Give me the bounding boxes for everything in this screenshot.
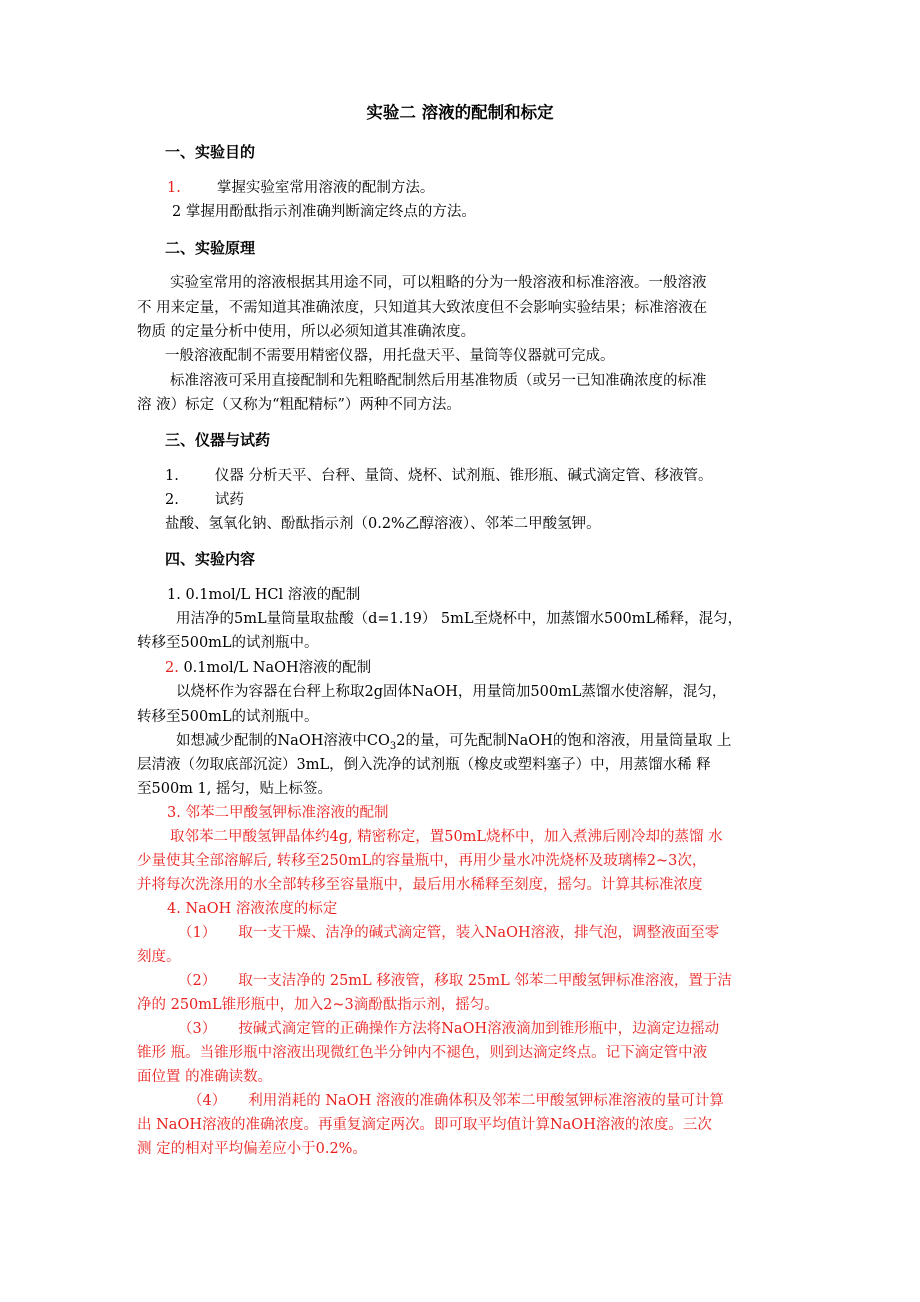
instruments-item-2-number: 2. <box>165 492 179 508</box>
content-hcl-line2: 转移至500mL的试剂瓶中。 <box>137 635 319 651</box>
purpose-item-2: 2 掌握用酚酞指示剂准确判断滴定终点的方法。 <box>172 204 476 220</box>
step-1-line2: 刻度。 <box>137 949 181 965</box>
instruments-item-1-text: 仪器 分析天平、台秤、量筒、烧杯、试剂瓶、锥形瓶、碱式滴定管、移液管。 <box>214 468 713 484</box>
section-heading-content: 四、实验内容 <box>165 550 256 568</box>
step-4-text: 利用消耗的 NaOH 溶液的准确体积及邻苯二甲酸氢钾标准溶液的量可计算 <box>248 1093 724 1109</box>
content-hcl-line1: 用洁净的5mL量筒量取盐酸（d=1.19） 5mL至烧杯中，加蒸馏水500mL稀释，混匀， <box>176 611 743 627</box>
co2-subscript: 3 <box>389 740 397 752</box>
principle-p1-line3: 物质 的定量分析中使用，所以必须知道其准确浓度。 <box>137 324 476 340</box>
reagents-list: 盐酸、氢氧化钠、酚酞指示剂（0.2%乙醇溶液）、邻苯二甲酸氢钾。 <box>165 516 601 532</box>
content-khp-line3: 并将每次洗涤用的水全部转移至容量瓶中，最后用水稀释至刻度，摇匀。计算其标准浓度 <box>137 877 703 893</box>
step-4-line1 <box>188 1089 838 1113</box>
section-heading-principle: 二、实验原理 <box>165 239 256 257</box>
instruments-item-2-text: 试药 <box>214 492 244 508</box>
step-4-line2: 出 NaOH溶液的准确浓度。再重复滴定两次。即可取平均值计算NaOH溶液的浓度。三次 <box>137 1117 712 1133</box>
section-heading-purpose: 一、实验目的 <box>165 143 256 161</box>
step-2-text: 取一支洁净的 25mL 移液管，移取 25mL 邻苯二甲酸氢钾标准溶液，置于洁 <box>238 973 732 989</box>
step-1-text: 取一支干燥、洁净的碱式滴定管，装入NaOH溶液，排气泡，调整液面至零 <box>238 925 720 941</box>
content-standardization-title: 4. NaOH 溶液浓度的标定 <box>167 901 338 917</box>
content-hcl-title: 1. 0.1mol/L HCl 溶液的配制 <box>167 587 361 603</box>
step-3-line3: 面位置 的准确读数。 <box>137 1069 273 1085</box>
instruments-item-2 <box>165 488 815 512</box>
step-2-number: （2） <box>178 973 217 989</box>
purpose-item-1-number: 1. <box>167 180 181 196</box>
step-4-number: （4） <box>188 1093 227 1109</box>
principle-p1-line2: 不 用来定量，不需知道其准确浓度，只知道其大致浓度但不会影响实验结果；标准溶液在 <box>137 300 708 316</box>
content-naoh-line1: 以烧杯作为容器在台秤上称取2g固体NaOH，用量筒加500mL蒸馏水使溶解，混匀， <box>176 684 727 700</box>
content-naoh-note-line3: 至500m 1, 摇匀，贴上标签。 <box>137 781 332 797</box>
purpose-item-1-text: 掌握实验室常用溶液的配制方法。 <box>216 180 435 196</box>
naoh-note-text-a: 如想减少配制的NaOH溶液中CO <box>176 733 390 749</box>
instruments-item-1 <box>165 464 815 488</box>
content-khp-line1: 取邻苯二甲酸氢钾晶体约4g, 精密称定，置50mL烧杯中，加入煮沸后刚冷却的蒸馏 水 <box>170 829 723 845</box>
content-khp-title: 3. 邻苯二甲酸氢钾标准溶液的配制 <box>167 805 389 821</box>
content-khp-line2: 少量使其全部溶解后, 转移至250mL的容量瓶中，再用少量水冲洗烧杯及玻璃棒2~3次， <box>137 853 707 869</box>
step-3-line1 <box>178 1017 828 1041</box>
step-3-line2: 锥形 瓶。当锥形瓶中溶液出现微红色半分钟内不褪色，则到达滴定终点。记下滴定管中液 <box>137 1045 708 1061</box>
principle-p2: 一般溶液配制不需要用精密仪器，用托盘天平、量筒等仪器就可完成。 <box>165 348 615 364</box>
step-1-number: （1） <box>178 925 217 941</box>
step-3-text: 按碱式滴定管的正确操作方法将NaOH溶液滴加到锥形瓶中，边滴定边摇动 <box>238 1021 720 1037</box>
step-3-number: （3） <box>178 1021 217 1037</box>
step-2-line1 <box>178 969 828 993</box>
content-naoh-note-line2: 层清液（勿取底部沉淀）3mL，倒入洗净的试剂瓶（橡皮或塑料塞子）中，用蒸馏水稀 释 <box>137 757 711 773</box>
section-heading-instruments: 三、仪器与试药 <box>165 431 271 449</box>
principle-p1-line1: 实验室常用的溶液根据其用途不同，可以粗略的分为一般溶液和标准溶液。一般溶液 <box>170 275 707 291</box>
instruments-item-1-number: 1. <box>165 468 179 484</box>
principle-p3-line2: 溶 液）标定（又称为“粗配精标”）两种不同方法。 <box>137 397 461 413</box>
purpose-item-1 <box>167 176 817 200</box>
content-naoh-title <box>165 656 815 680</box>
content-naoh-number: 2. <box>165 660 179 676</box>
naoh-note-text-b: 2的量，可先配制NaOH的饱和溶液，用量筒量取 上 <box>396 733 732 749</box>
content-naoh-title-text: 0.1mol/L NaOH溶液的配制 <box>183 660 372 676</box>
document-title: 实验二 溶液的配制和标定 <box>366 103 554 122</box>
step-2-line2: 净的 250mL锥形瓶中，加入2~3滴酚酞指示剂，摇匀。 <box>137 997 499 1013</box>
step-1-line1 <box>178 921 828 945</box>
principle-p3-line1: 标准溶液可采用直接配制和先粗略配制然后用基准物质（或另一已知准确浓度的标准 <box>170 373 707 389</box>
step-4-line3: 测 定的相对平均偏差应小于0.2%。 <box>137 1141 367 1157</box>
content-naoh-line2: 转移至500mL的试剂瓶中。 <box>137 709 319 725</box>
